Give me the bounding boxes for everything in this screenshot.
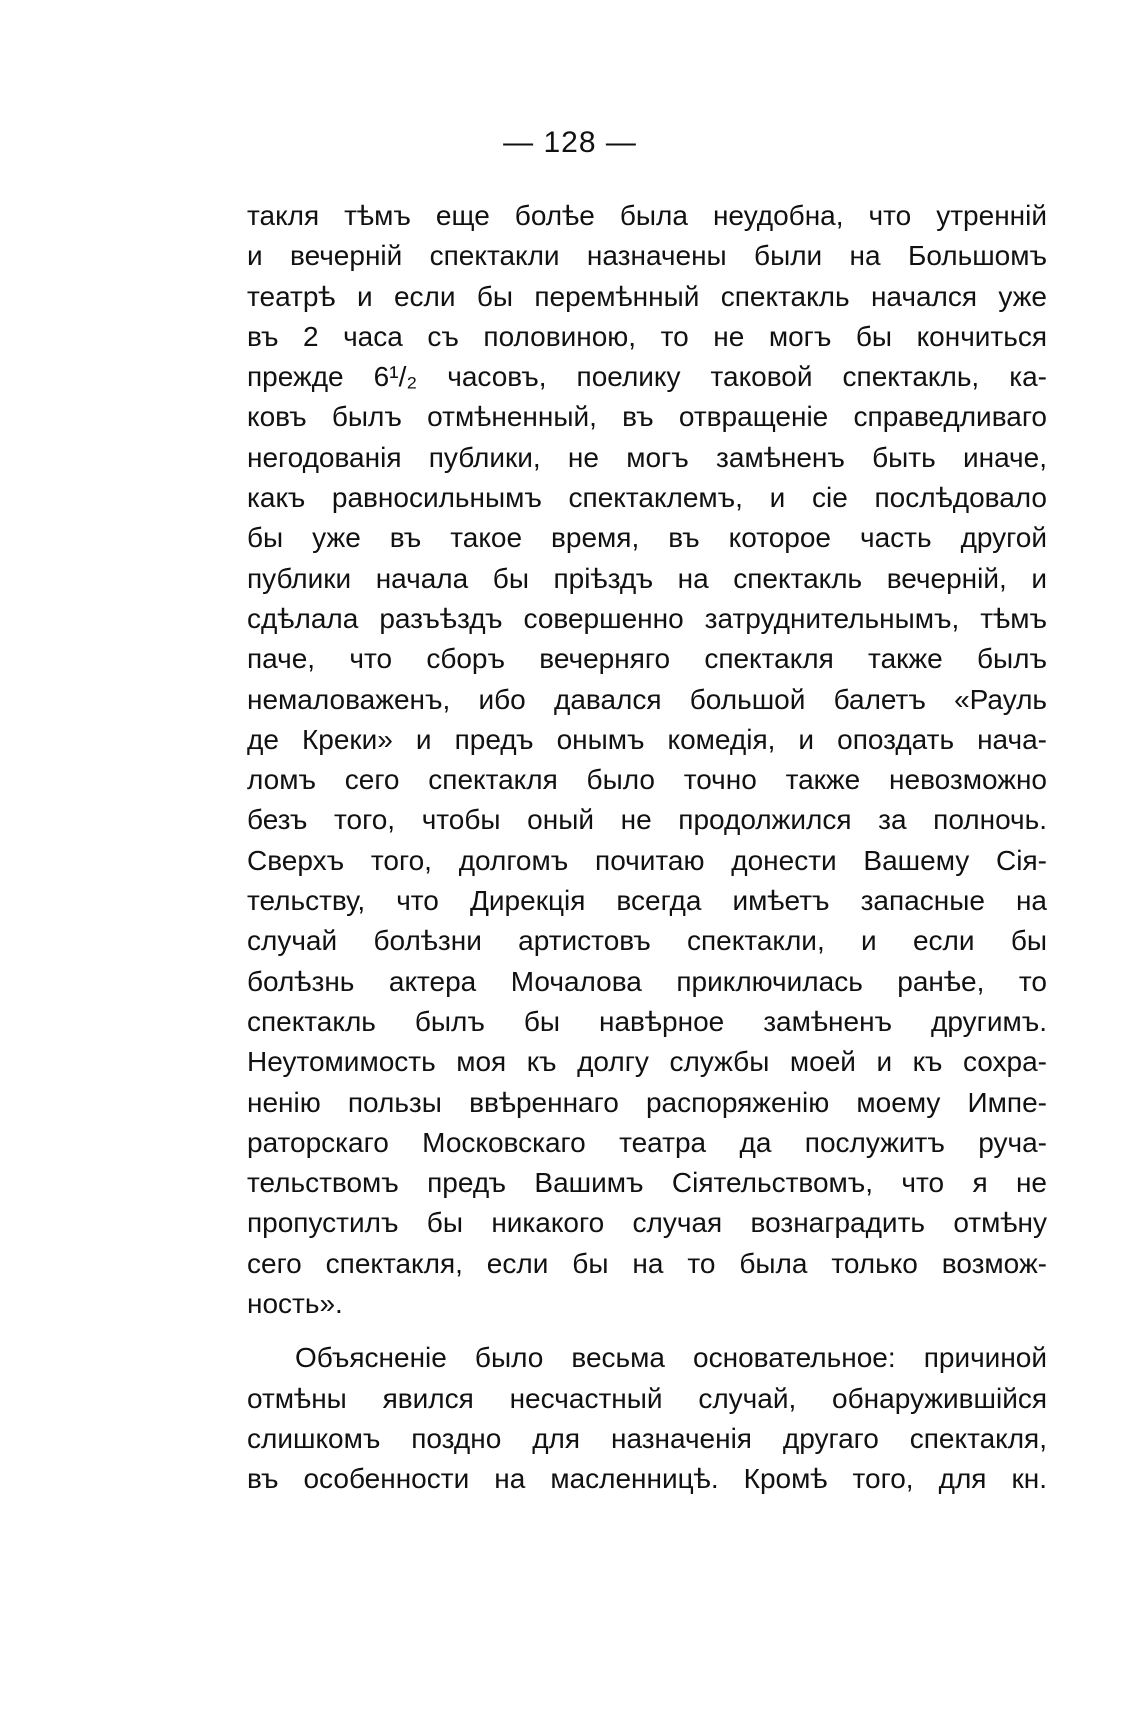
text-line: въ особенности на масленницѣ. Кромѣ того, для кн. — [247, 1463, 1047, 1495]
text-line: болѣзнь актера Мочалова приключилась ранѣе, то — [247, 965, 1047, 997]
text-line: безъ того, чтобы оный не продолжился за полночь. — [247, 804, 1047, 836]
text-line: въ 2 часа съ половиною, то не могъ бы кончиться — [247, 320, 1047, 352]
text-line: паче, что сборъ вечерняго спектакля также былъ — [247, 643, 1047, 675]
text-line: Сверхъ того, долгомъ почитаю донести Вашему Сія- — [247, 844, 1047, 876]
text-line: немаловаженъ, ибо давался большой балетъ «Рауль — [247, 683, 1047, 715]
text-line: тельству, что Дирекція всегда имѣетъ запасные на — [247, 885, 1047, 917]
page-number: — 128 — — [503, 126, 637, 159]
text-line: публики начала бы пріѣздъ на спектакль вечерній, и — [247, 562, 1047, 594]
text-line: де Креки» и предъ онымъ комедія, и опоздать нача- — [247, 723, 1047, 755]
text-line: слишкомъ поздно для назначенія другаго спектакля, — [247, 1422, 1047, 1454]
text-line: негодованія публики, не могъ замѣненъ быть иначе, — [247, 441, 1047, 473]
text-line: сего спектакля, если бы на то была только возмож- — [247, 1247, 1047, 1279]
text-line: бы уже въ такое время, въ которое часть другой — [247, 522, 1047, 554]
paragraph-1 — [247, 196, 1047, 1324]
text-line: Неутомимость моя къ долгу службы моей и къ сохра- — [247, 1046, 1047, 1078]
text-line: ность». — [247, 1288, 343, 1320]
text-line: отмѣны явился несчастный случай, обнаружившійся — [247, 1382, 1047, 1414]
body-text — [247, 196, 1047, 1500]
text-line: спектакль былъ бы навѣрное замѣненъ другимъ. — [247, 1005, 1047, 1037]
text-line: театрѣ и если бы перемѣнный спектакль начался уже — [247, 280, 1047, 312]
text-line: ковъ былъ отмѣненный, въ отвращеніе справедливаго — [247, 401, 1047, 433]
text-line: Объясненіе было весьма основательное: причиной — [295, 1342, 1047, 1374]
text-line: тельствомъ предъ Вашимъ Сіятельствомъ, что я не — [247, 1167, 1047, 1199]
paragraph-gap — [247, 1324, 1047, 1338]
text-line: ломъ сего спектакля было точно также невозможно — [247, 764, 1047, 796]
text-line: прежде 6¹/₂ часовъ, поелику таковой спектакль, ка- — [247, 361, 1047, 393]
text-line: такля тѣмъ еще болѣе была неудобна, что утренній — [247, 200, 1047, 231]
text-line: раторскаго Московскаго театра да послужитъ руча- — [247, 1126, 1047, 1158]
text-line: сдѣлала разъѣздъ совершенно затруднительнымъ, тѣмъ — [247, 602, 1047, 634]
text-line: случай болѣзни артистовъ спектакли, и если бы — [247, 925, 1047, 957]
text-line: пропустилъ бы никакого случая вознаградить отмѣну — [247, 1207, 1047, 1239]
text-line: ненію пользы ввѣреннаго распоряженію моему Импе- — [247, 1086, 1047, 1118]
text-line: и вечерній спектакли назначены были на Большомъ — [247, 240, 1047, 272]
paragraph-2 — [247, 1338, 1047, 1499]
text-line: какъ равносильнымъ спектаклемъ, и сіе послѣдовало — [247, 482, 1047, 514]
